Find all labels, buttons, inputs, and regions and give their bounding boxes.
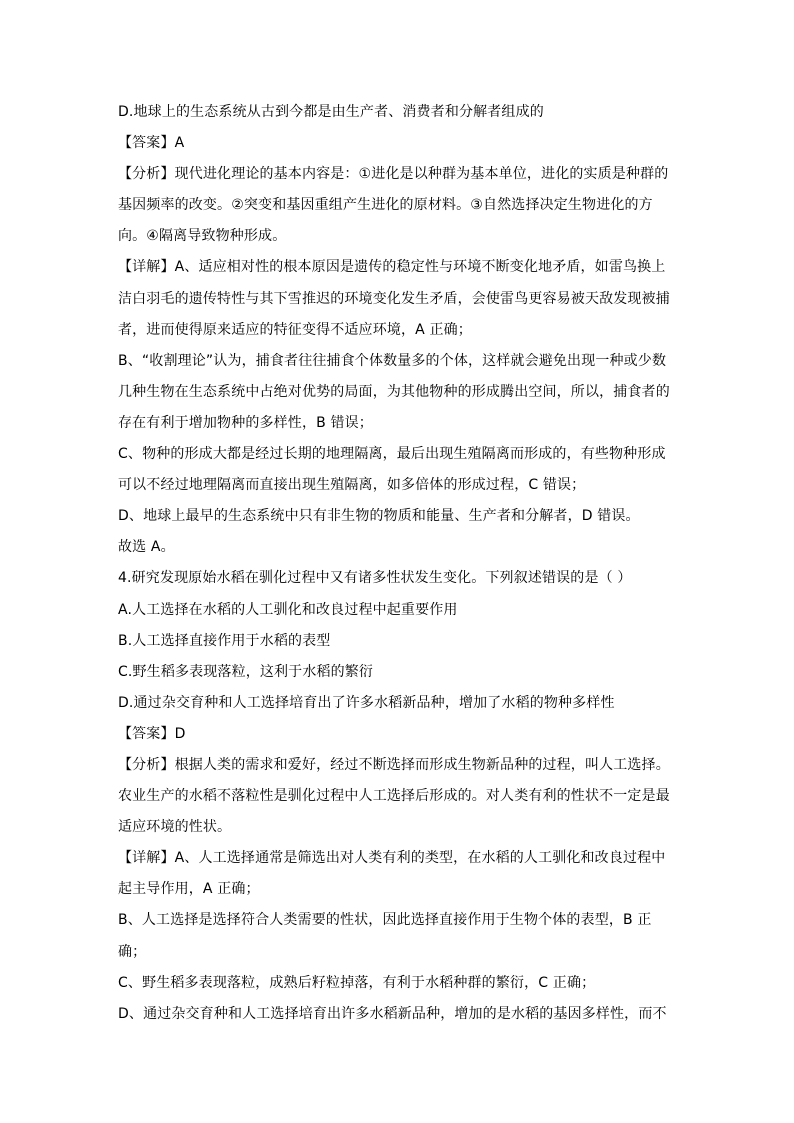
- option-b: B.人工选择直接作用于水稻的表型: [118, 632, 331, 649]
- explanation-line: 者，进而使得原来适应的特征变得不适应环境，A 正确；: [118, 321, 472, 338]
- question-stem: 4.研究发现原始水稻在驯化过程中又有诸多性状发生变化。下列叙述错误的是（ ）: [118, 570, 632, 587]
- explanation-line: 【详解】A、适应相对性的根本原因是遗传的稳定性与环境不断变化地矛盾，如雷鸟换上: [118, 259, 666, 276]
- explanation-line: C、物种的形成大都是经过长期的地理隔离，最后出现生殖隔离而形成的，有些物种形成: [118, 446, 666, 463]
- answer-line: 【答案】A: [118, 135, 185, 152]
- analysis-line: 【分析】根据人类的需求和爱好，经过不断选择而形成生物新品种的过程，叫人工选择。: [118, 756, 670, 773]
- explanation-line: C、野生稻多表现落粒，成熟后籽粒掉落，有利于水稻种群的繁衍，C 正确；: [118, 974, 596, 991]
- answer-line: 【答案】D: [118, 725, 186, 742]
- option-d: D.通过杂交育种和人工选择培育出了许多水稻新品种，增加了水稻的物种多样性: [118, 694, 615, 711]
- analysis-line: 向。④隔离导致物种形成。: [118, 228, 287, 245]
- analysis-line: 农业生产的水稻不落粒性是驯化过程中人工选择后形成的。对人类有利的性状不一定是最: [118, 788, 670, 805]
- explanation-line: B、“收割理论”认为，捕食者往往捕食个体数量多的个体，这样就会避免出现一种或少数: [118, 352, 667, 369]
- explanation-line: 【详解】A、人工选择通常是筛选出对人类有利的类型，在水稻的人工驯化和改良过程中: [118, 850, 666, 867]
- explanation-line: 起主导作用，A 正确；: [118, 881, 260, 898]
- explanation-line: D、通过杂交育种和人工选择培育出许多水稻新品种，增加的是水稻的基因多样性，而不: [118, 1005, 667, 1022]
- explanation-line: 存在有利于增加物种的多样性，B 错误；: [118, 414, 373, 431]
- explanation-line: 洁白羽毛的遗传特性与其下雪推迟的环境变化发生矛盾，会使雷鸟更容易被天敌发现被捕: [118, 290, 670, 307]
- explanation-line: 可以不经过地理隔离而直接出现生殖隔离，如多倍体的形成过程，C 错误；: [118, 477, 586, 494]
- option-a: A.人工选择在水稻的人工驯化和改良过程中起重要作用: [118, 601, 458, 618]
- option-d-line: D.地球上的生态系统从古到今都是由生产者、消费者和分解者组成的: [118, 104, 544, 120]
- explanation-line: 几种生物在生态系统中占绝对优势的局面，为其他物种的形成腾出空间，所以，捕食者的: [118, 383, 670, 400]
- conclusion-line: 故选 A。: [118, 539, 175, 556]
- explanation-line: 确；: [118, 943, 147, 960]
- explanation-line: B、人工选择是选择符合人类需要的性状，因此选择直接作用于生物个体的表型，B 正: [118, 912, 652, 929]
- explanation-line: D、地球上最早的生态系统中只有非生物的物质和能量、生产者和分解者，D 错误。: [118, 508, 640, 525]
- analysis-line: 适应环境的性状。: [118, 819, 232, 836]
- option-c: C.野生稻多表现落粒，这利于水稻的繁衍: [118, 663, 374, 680]
- analysis-line: 基因频率的改变。②突变和基因重组产生进化的原材料。③自然选择决定生物进化的方: [118, 197, 653, 214]
- analysis-line: 【分析】现代进化理论的基本内容是：①进化是以种群为基本单位，进化的实质是种群的: [118, 166, 669, 183]
- document-body: [118, 101, 678, 1034]
